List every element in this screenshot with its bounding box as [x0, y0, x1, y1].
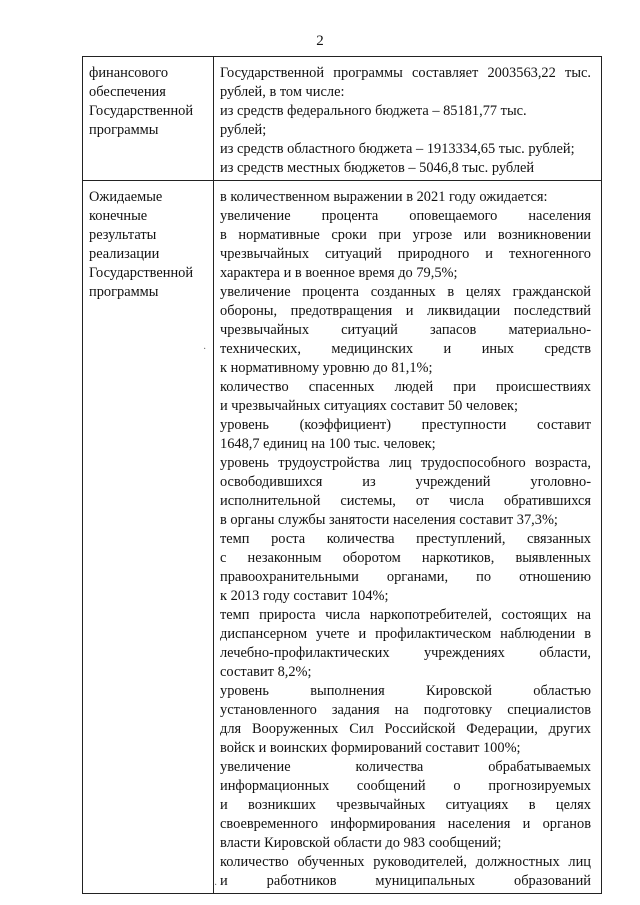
content-line: войск и воинских формирований составит 100%; — [220, 740, 521, 756]
label-line: Ожидаемые — [89, 189, 163, 205]
content-line: исполнительной системы, от числа обратившихся — [220, 493, 591, 509]
label-line: обеспечения — [89, 84, 166, 100]
row-label-cell — [83, 57, 214, 181]
content-line: увеличение процента созданных в целях гражданской — [220, 284, 591, 300]
content-line: и возникших чрезвычайных ситуациях в целях — [220, 797, 591, 813]
label-line: программы — [89, 284, 159, 300]
content-line: из средств областного бюджета – 1913334,65 тыс. рублей; — [220, 141, 575, 157]
content-line: из средств местных бюджетов – 5046,8 тыс. рублей — [220, 160, 535, 176]
scan-speck: · — [203, 344, 207, 355]
program-passport-table — [82, 56, 602, 894]
content-line: чрезвычайных ситуаций запасов материально- — [220, 322, 591, 338]
row-content-cell — [214, 57, 602, 181]
content-line: уровень трудоустройства лиц трудоспособного возраста, — [220, 455, 591, 471]
content-line: темп прироста числа наркопотребителей, состоящих на — [220, 607, 591, 623]
content-line: уровень выполнения Кировской областью — [220, 683, 591, 699]
content-line: диспансерном учете и профилактическом наблюдении в — [220, 626, 591, 642]
content-line: освободившихся из учреждений уголовно- — [220, 474, 591, 490]
scan-speck: · — [214, 880, 218, 891]
label-line: программы — [89, 122, 159, 138]
content-line: установленного задания на подготовку специалистов — [220, 702, 591, 718]
label-line: Государственной — [89, 103, 194, 119]
content-line: 1648,7 единиц на 100 тыс. человек; — [220, 436, 436, 452]
content-line: в органы службы занятости населения составит 37,3%; — [220, 512, 558, 528]
page-number: 2 — [316, 33, 324, 49]
content-line: лечебно-профилактических учреждениях области, — [220, 645, 591, 661]
content-line: из средств федерального бюджета – 85181,77 тыс. — [220, 103, 527, 119]
label-line: финансового — [89, 65, 169, 81]
content-line: и чрезвычайных ситуациях составит 50 человек; — [220, 398, 518, 414]
content-line: правоохранительными органами, по отношению — [220, 569, 591, 585]
content-line: технических, медицинских и иных средств — [220, 341, 591, 357]
content-line: рублей, в том числе: — [220, 84, 345, 100]
row-content-cell — [214, 181, 602, 894]
content-line: составит 8,2%; — [220, 664, 312, 680]
content-line: к 2013 году составит 104%; — [220, 588, 389, 604]
content-line: своевременного информирования населения и органов — [220, 816, 591, 832]
content-line: чрезвычайных ситуаций природного и техногенного — [220, 246, 591, 262]
table-row — [83, 57, 602, 181]
content-line: с незаконным оборотом наркотиков, выявленных — [220, 550, 591, 566]
content-line: уровень (коэффициент) преступности составит — [220, 417, 591, 433]
content-line: Государственной программы составляет 2003563,22 тыс. — [220, 65, 591, 81]
label-line: конечные — [89, 208, 148, 224]
content-line: количество обученных руководителей, должностных лиц — [220, 854, 591, 870]
content-line: увеличение количества обрабатываемых — [220, 759, 591, 775]
label-line: результаты — [89, 227, 157, 243]
content-line: темп роста количества преступлений, связанных — [220, 531, 591, 547]
content-line: в нормативные сроки при угрозе или возникновении — [220, 227, 591, 243]
row-label-cell — [83, 181, 214, 894]
label-line: Государственной — [89, 265, 194, 281]
content-line: власти Кировской области до 983 сообщений; — [220, 835, 502, 851]
content-line: информационных сообщений о прогнозируемых — [220, 778, 591, 794]
content-line: для Вооруженных Сил Российской Федерации, других — [220, 721, 591, 737]
table-row — [83, 181, 602, 894]
content-line: обороны, предотвращения и ликвидации последствий — [220, 303, 591, 319]
content-line: и работников муниципальных образований — [220, 873, 591, 889]
content-line: рублей; — [220, 122, 267, 138]
content-line: в количественном выражении в 2021 году ожидается: — [220, 189, 548, 205]
content-line: к нормативному уровню до 81,1%; — [220, 360, 433, 376]
content-line: количество спасенных людей при происшествиях — [220, 379, 591, 395]
content-line: характера и в военное время до 79,5%; — [220, 265, 458, 281]
label-line: реализации — [89, 246, 160, 262]
content-line: увеличение процента оповещаемого населения — [220, 208, 591, 224]
